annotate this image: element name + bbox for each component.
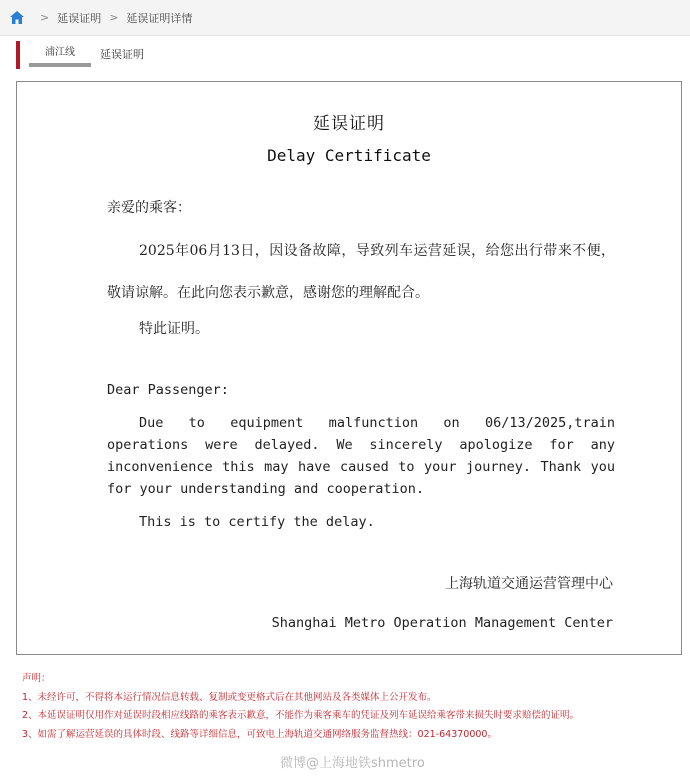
notice-item: 3、如需了解运营延误的具体时段、线路等详细信息，可致电上海轨道交通网络服务监督热线：021-64370000。 xyxy=(22,728,497,740)
greeting-en: Dear Passenger: xyxy=(107,382,229,398)
chevron-right-icon: > xyxy=(109,11,119,24)
signature-cn: 上海轨道交通运营管理中心 xyxy=(445,576,613,592)
chevron-right-icon: > xyxy=(40,11,50,24)
signature-en: Shanghai Metro Operation Management Center xyxy=(271,615,613,631)
body-en: Due to equipment malfunction on 06/13/2025,train operations were delayed. We sincerely apologize for any inconvenience this may have caused to your journey. Thank you for your understanding and cooperation. xyxy=(107,415,615,497)
certificate-title-cn: 延误证明 xyxy=(313,114,385,134)
tab-bar xyxy=(16,41,682,69)
body-cn: 2025年06月13日，因设备故障，导致列车运营延误，给您出行带来不便，敬请谅解。在此向您表示歉意，感谢您的理解配合。 xyxy=(107,243,615,301)
home-icon[interactable] xyxy=(10,11,24,24)
certify-cn: 特此证明。 xyxy=(139,321,209,337)
disclaimer-notice xyxy=(22,670,672,744)
breadcrumb-link-delay-certificate[interactable]: 延误证明 xyxy=(57,11,102,25)
accent-bar xyxy=(16,41,20,69)
certificate-title-en: Delay Certificate xyxy=(267,146,431,165)
notice-item: 2、本延误证明仅用作对延误时段相应线路的乘客表示歉意，不能作为乘客乘车的凭证及列车延误给乘客带来损失时要求赔偿的证明。 xyxy=(22,710,580,721)
tab-delay-certificate[interactable]: 延误证明 xyxy=(100,48,144,61)
watermark: 微博@上海地铁shmetro xyxy=(280,756,425,771)
certify-en: This is to certify the delay. xyxy=(139,514,375,530)
greeting-cn: 亲爱的乘客： xyxy=(107,200,191,216)
breadcrumb xyxy=(0,0,690,36)
certificate-panel xyxy=(16,81,682,655)
tab-pujiang-line[interactable]: 浦江线 xyxy=(29,43,91,67)
notice-item: 1、未经许可，不得将本运行情况信息转载、复制或变更格式后在其他网站及各类媒体上公开发布。 xyxy=(22,691,437,703)
breadcrumb-current: 延误证明详情 xyxy=(126,11,193,25)
notice-heading: 声明： xyxy=(22,673,51,684)
